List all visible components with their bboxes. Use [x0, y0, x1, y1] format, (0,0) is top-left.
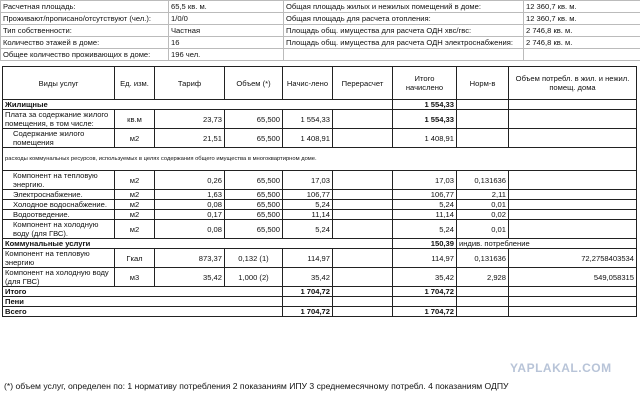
col-header-consumption: Объем потребл. в жил. и нежил. помещ. дома [509, 67, 637, 100]
table-row [3, 210, 637, 220]
total-charged: 106,77 [393, 190, 457, 200]
vsego-row [3, 307, 637, 317]
col-header-total: Итого начислено [393, 67, 457, 100]
norm: 0,131636 [457, 249, 509, 268]
tariff: 0,26 [155, 171, 225, 190]
charged: 106,77 [283, 190, 333, 200]
info-value: Частная [169, 25, 284, 37]
table-row [3, 200, 637, 210]
volume: 65,500 [225, 110, 283, 129]
info-label: Площадь общ. имущества для расчета ОДН электроснабжения: [284, 37, 524, 49]
charges-section [2, 66, 636, 317]
info-label: Проживают/прописано/отсутствуют (чел.): [1, 13, 169, 25]
info-value [524, 49, 640, 61]
col-header-service: Виды услуг [3, 67, 115, 100]
account-info-table [0, 0, 640, 61]
norm: 2,11 [457, 190, 509, 200]
total-charged: 1 408,91 [393, 129, 457, 148]
tariff: 23,73 [155, 110, 225, 129]
service-name: Водоотведение. [3, 210, 115, 220]
norm: 2,928 [457, 268, 509, 287]
section-row-housing [3, 100, 637, 110]
section-title: Жилищные [3, 100, 393, 110]
volume: 65,500 [225, 210, 283, 220]
section-total: 1 554,33 [393, 100, 457, 110]
unit: м2 [115, 200, 155, 210]
info-row [1, 37, 640, 49]
watermark: YAPLAKAL.COM [510, 361, 612, 375]
account-info [0, 0, 640, 66]
charged: 114,97 [283, 249, 333, 268]
col-header-tariff: Тариф [155, 67, 225, 100]
recalc [333, 190, 393, 200]
unit: м2 [115, 210, 155, 220]
norm: 0,131636 [457, 171, 509, 190]
service-name: Содержание жилого помещения [3, 129, 115, 148]
service-name: Электроснабжение. [3, 190, 115, 200]
service-name: Плата за содержание жилого помещения, в том числе: [3, 110, 115, 129]
info-label [284, 49, 524, 61]
info-value: 12 360,7 кв. м. [524, 1, 640, 13]
consumption: 549,058315 [509, 268, 637, 287]
col-header-unit: Ед. изм. [115, 67, 155, 100]
volume: 65,500 [225, 129, 283, 148]
info-label: Общее количество проживающих в доме: [1, 49, 169, 61]
info-row [1, 25, 640, 37]
service-name: Компонент на тепловую энергию. [3, 171, 115, 190]
info-label: Площадь общ. имущества для расчета ОДН хвс/гвс: [284, 25, 524, 37]
volume: 65,500 [225, 200, 283, 210]
section-row-communal [3, 239, 637, 249]
tariff: 1,63 [155, 190, 225, 200]
charged: 11,14 [283, 210, 333, 220]
service-name: Холодное водоснабжение. [3, 200, 115, 210]
info-value: 65,5 кв. м. [169, 1, 284, 13]
unit: м2 [115, 129, 155, 148]
consumption-type: индив. потребление [457, 239, 637, 249]
service-name: Компонент на холодную воду (для ГВС) [3, 268, 115, 287]
info-row [1, 1, 640, 13]
tariff: 0,17 [155, 210, 225, 220]
table-row [3, 110, 637, 129]
info-label: Общая площадь жилых и нежилых помещений в доме: [284, 1, 524, 13]
recalc [333, 129, 393, 148]
recalc [333, 220, 393, 239]
info-value: 2 746,8 кв. м. [524, 25, 640, 37]
table-row [3, 190, 637, 200]
info-label: Тип собственности: [1, 25, 169, 37]
recalc [333, 200, 393, 210]
info-value: 12 360,7 кв. м. [524, 13, 640, 25]
tariff: 35,42 [155, 268, 225, 287]
recalc [333, 171, 393, 190]
col-header-recalc: Перерасчет [333, 67, 393, 100]
unit: м2 [115, 220, 155, 239]
section-title: Коммунальные услуги [3, 239, 393, 249]
consumption: 72,2758403534 [509, 249, 637, 268]
table-row [3, 129, 637, 148]
charges-table [2, 66, 637, 317]
table-row [3, 220, 637, 239]
recalc [333, 210, 393, 220]
info-label: Общая площадь для расчета отопления: [284, 13, 524, 25]
service-name: Компонент на холодную воду (для ГВС). [3, 220, 115, 239]
tariff: 0,08 [155, 220, 225, 239]
charged: 1 554,33 [283, 110, 333, 129]
tariff: 21,51 [155, 129, 225, 148]
charged: 35,42 [283, 268, 333, 287]
table-row [3, 249, 637, 268]
info-value: 16 [169, 37, 284, 49]
vsego-label: Всего [3, 307, 283, 317]
total-charged: 114,97 [393, 249, 457, 268]
peni-row [3, 297, 637, 307]
table-row [3, 171, 637, 190]
itogo-total: 1 704,72 [393, 287, 457, 297]
info-row [1, 49, 640, 61]
info-label: Количество этажей в доме: [1, 37, 169, 49]
volume: 65,500 [225, 220, 283, 239]
col-header-norm: Норм-в [457, 67, 509, 100]
vsego-charged: 1 704,72 [283, 307, 333, 317]
total-charged: 17,03 [393, 171, 457, 190]
norm: 0,01 [457, 220, 509, 239]
recalc [333, 268, 393, 287]
peni-label: Пени [3, 297, 283, 307]
unit: кв.м [115, 110, 155, 129]
info-value: 1/0/0 [169, 13, 284, 25]
unit: м3 [115, 268, 155, 287]
itogo-charged: 1 704,72 [283, 287, 333, 297]
odn-note: расходы коммунальных ресурсов, используемых в целях содержания общего имущества в многоквартирном доме. [3, 148, 637, 171]
recalc [333, 249, 393, 268]
itogo-row [3, 287, 637, 297]
info-value: 2 746,8 кв. м. [524, 37, 640, 49]
tariff: 0,08 [155, 200, 225, 210]
unit: м2 [115, 171, 155, 190]
itogo-label: Итого [3, 287, 283, 297]
norm: 0,01 [457, 200, 509, 210]
unit: м2 [115, 190, 155, 200]
total-charged: 35,42 [393, 268, 457, 287]
total-charged: 1 554,33 [393, 110, 457, 129]
col-header-charged: Начис-лено [283, 67, 333, 100]
recalc [333, 110, 393, 129]
charged: 5,24 [283, 200, 333, 210]
info-label: Расчетная площадь: [1, 1, 169, 13]
service-name: Компонент на тепловую энергию [3, 249, 115, 268]
total-charged: 11,14 [393, 210, 457, 220]
unit: Гкал [115, 249, 155, 268]
vsego-total: 1 704,72 [393, 307, 457, 317]
info-row [1, 13, 640, 25]
volume: 65,500 [225, 171, 283, 190]
volume: 1,000 (2) [225, 268, 283, 287]
table-row [3, 268, 637, 287]
charged: 17,03 [283, 171, 333, 190]
header-row [3, 67, 637, 100]
footnote: (*) объем услуг, определен по: 1 нормативу потребления 2 показаниям ИПУ 3 среднемесячному потребл. 4 показаниям ОДПУ [4, 381, 509, 391]
total-charged: 5,24 [393, 200, 457, 210]
section-total: 150,39 [393, 239, 457, 249]
info-value: 196 чел. [169, 49, 284, 61]
col-header-volume: Объем (*) [225, 67, 283, 100]
tariff: 873,37 [155, 249, 225, 268]
charged: 1 408,91 [283, 129, 333, 148]
charged: 5,24 [283, 220, 333, 239]
volume: 0,132 (1) [225, 249, 283, 268]
note-row [3, 148, 637, 171]
volume: 65,500 [225, 190, 283, 200]
total-charged: 5,24 [393, 220, 457, 239]
norm: 0,02 [457, 210, 509, 220]
